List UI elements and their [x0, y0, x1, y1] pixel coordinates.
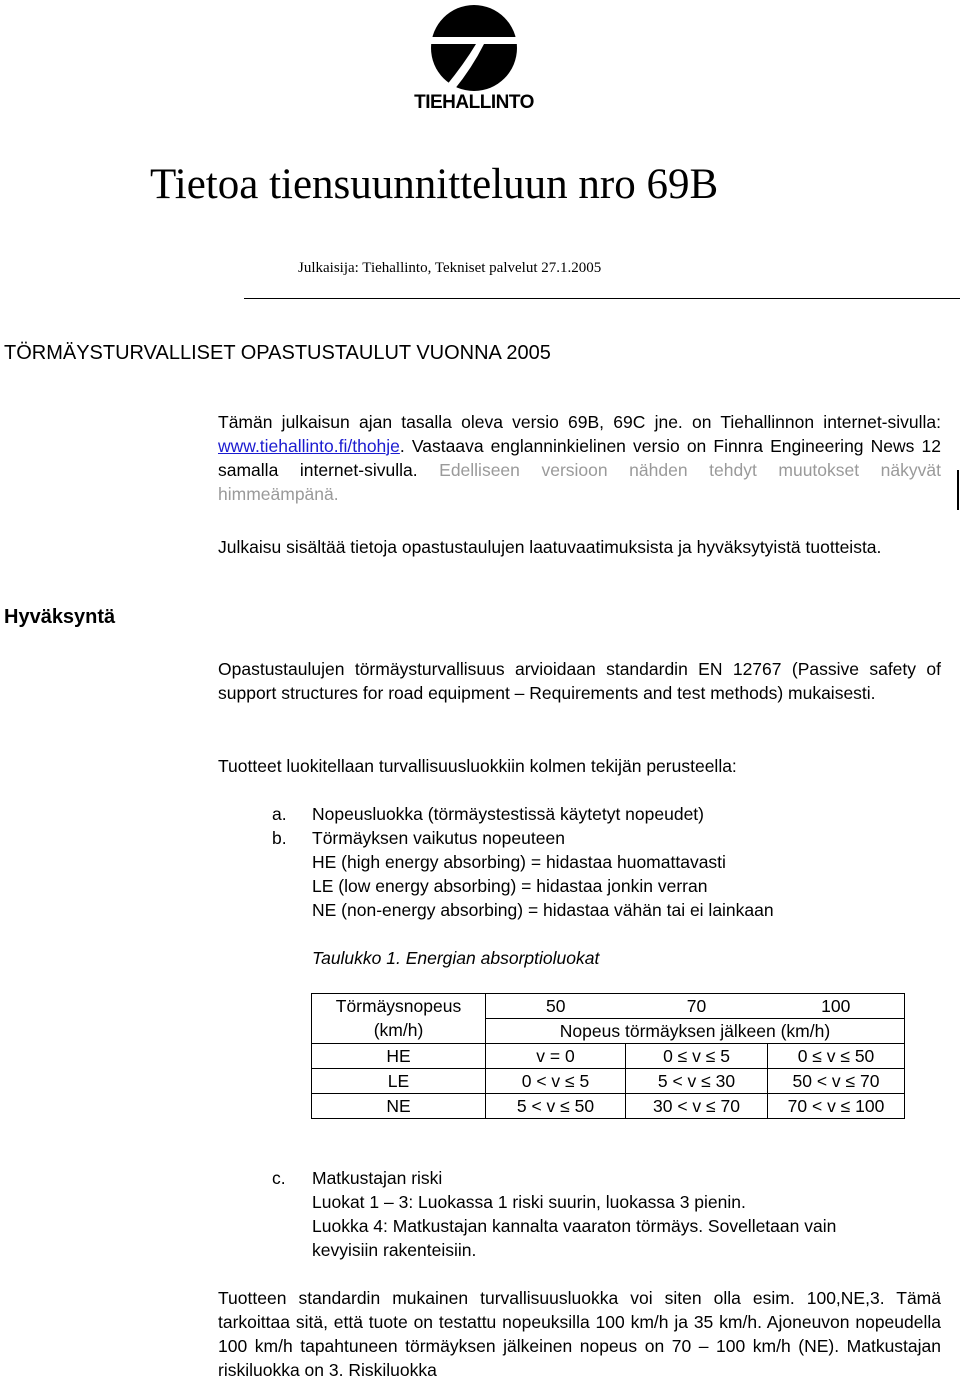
intro-text-1: Tämän julkaisun ajan tasalla oleva versio 69B, 69C jne. on Tiehallinnon internet-sivulla:	[218, 412, 941, 432]
table-row-label: LE	[312, 1069, 486, 1094]
tiehallinto-logo	[404, 2, 544, 120]
table-header-label-line2: (km/h)	[373, 1020, 424, 1040]
list-b-line-ne: NE (non-energy absorbing) = hidastaa vähän tai ei lainkaan	[312, 900, 774, 920]
document-title: Tietoa tiensuunnitteluun nro 69B	[150, 161, 719, 208]
classes-paragraph: Tuotteet luokitellaan turvallisuusluokkiin kolmen tekijän perusteella:	[218, 756, 737, 776]
table-speed-50: 50	[486, 994, 626, 1019]
list-text-c: Matkustajan riski	[312, 1168, 443, 1188]
table-cell: 5 < v ≤ 50	[486, 1094, 626, 1119]
content-paragraph: Julkaisu sisältää tietoja opastustaulujen laatuvaatimuksista ja hyväksytyistä tuotteista.	[218, 537, 882, 557]
change-bar	[957, 470, 959, 510]
intro-text-2: . Vastaava englanninkielinen versio on Finnra Engineering News 12 samalla internet-sivulla.	[218, 436, 941, 480]
list-text-a: Nopeusluokka (törmäystestissä käytetyt nopeudet)	[312, 804, 704, 824]
table-row	[312, 1069, 905, 1094]
table-cell: 0 ≤ v ≤ 50	[768, 1044, 905, 1069]
standard-paragraph: Opastustaulujen törmäysturvallisuus arvioidaan standardin EN 12767 (Passive safety of support structures for road equipment – Requirements and test methods) mukaisesti.	[218, 659, 941, 703]
intro-paragraph	[218, 410, 941, 506]
table-header-label-line1: Törmäysnopeus	[335, 996, 462, 1016]
table-row-label: HE	[312, 1044, 486, 1069]
list-b-line-le: LE (low energy absorbing) = hidastaa jonkin verran	[312, 876, 708, 896]
list-marker-c: c.	[272, 1168, 286, 1188]
table-speed-100: 100	[768, 994, 905, 1019]
list-marker-a: a.	[272, 804, 287, 824]
tiehallinto-emblem-icon	[404, 2, 544, 94]
thohje-link[interactable]: www.tiehallinto.fi/thohje	[218, 436, 400, 456]
list-c-line-2: Luokka 4: Matkustajan kannalta vaaraton törmäys. Sovelletaan vain	[312, 1216, 837, 1236]
table-subheader: Nopeus törmäyksen jälkeen (km/h)	[486, 1019, 905, 1044]
table-caption: Taulukko 1. Energian absorptioluokat	[312, 948, 600, 968]
publisher-line: Julkaisija: Tiehallinto, Tekniset palvelut 27.1.2005	[298, 260, 602, 276]
list-c-line-1: Luokat 1 – 3: Luokassa 1 riski suurin, luokassa 3 pienin.	[312, 1192, 746, 1212]
side-heading-approval: Hyväksyntä	[4, 606, 116, 628]
list-text-b: Törmäyksen vaikutus nopeuteen	[312, 828, 565, 848]
table-cell: v = 0	[486, 1044, 626, 1069]
table-cell: 50 < v ≤ 70	[768, 1069, 905, 1094]
table-row	[312, 1094, 905, 1119]
list-item-a	[272, 802, 704, 826]
table-cell: 70 < v ≤ 100	[768, 1094, 905, 1119]
table-row	[312, 1044, 905, 1069]
absorption-table	[311, 993, 905, 1119]
section-heading: TÖRMÄYSTURVALLISET OPASTUSTAULUT VUONNA 2005	[4, 342, 551, 364]
changes-note: Edelliseen versioon nähden tehdyt muutokset näkyvät himmeämpänä.	[218, 460, 941, 504]
list-c-line-3: kevyisiin rakenteisiin.	[312, 1240, 477, 1260]
table-speed-70: 70	[626, 994, 768, 1019]
list-b-line-he: HE (high energy absorbing) = hidastaa huomattavasti	[312, 852, 726, 872]
list-item-c	[272, 1166, 442, 1190]
table-cell: 5 < v ≤ 30	[626, 1069, 768, 1094]
logo-wordmark: TIEHALLINTO	[414, 92, 534, 113]
table-cell: 0 < v ≤ 5	[486, 1069, 626, 1094]
final-paragraph: Tuotteen standardin mukainen turvallisuusluokka voi siten olla esim. 100,NE,3. Tämä tarkoittaa sitä, että tuote on testattu nopeuksilla 100 km/h ja 35 km/h. Ajoneuvon nopeudella 100 km/h tapahtuneen törmäyksen jälkeinen nopeus on 70 – 100 km/h (NE). Matkustajan riskiluokka on 3. Riskiluokka	[218, 1288, 941, 1380]
table-cell: 0 ≤ v ≤ 5	[626, 1044, 768, 1069]
table-row-label: NE	[312, 1094, 486, 1119]
list-item-b	[272, 826, 565, 850]
table-header-label	[312, 994, 486, 1044]
table-cell: 30 < v ≤ 70	[626, 1094, 768, 1119]
list-marker-b: b.	[272, 828, 287, 848]
title-divider	[244, 298, 960, 299]
